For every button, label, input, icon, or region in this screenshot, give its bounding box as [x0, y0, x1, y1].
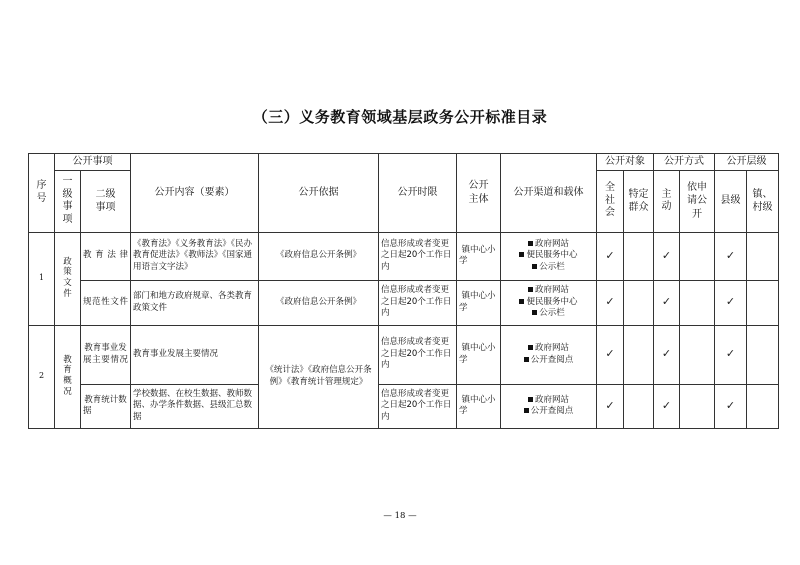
square-bullet-icon	[528, 345, 533, 350]
channel-item: 政府网站	[503, 395, 594, 406]
channel-cell	[501, 325, 597, 384]
header-target-specific: 特定群众	[624, 170, 654, 232]
header-basis: 公开依据	[259, 154, 379, 233]
table-row	[29, 280, 779, 325]
empty-cell	[680, 280, 715, 325]
check-target-all: ✓	[597, 232, 624, 280]
check-target-all: ✓	[597, 325, 624, 384]
header-level2: 二级事项	[81, 170, 131, 232]
level1-cell: 教育概况	[55, 325, 81, 428]
empty-cell	[624, 280, 654, 325]
check-method-active: ✓	[654, 280, 680, 325]
check-target-all: ✓	[597, 384, 624, 428]
empty-cell	[680, 384, 715, 428]
subject-cell: 镇中心小学	[457, 384, 501, 428]
empty-cell	[680, 325, 715, 384]
channel-item: 政府网站	[503, 343, 594, 354]
basis-cell: 《政府信息公开条例》	[259, 232, 379, 280]
channel-cell	[501, 384, 597, 428]
channel-item: 公示栏	[503, 308, 594, 319]
empty-cell	[624, 325, 654, 384]
header-method: 公开方式	[654, 154, 715, 171]
header-time-limit: 公开时限	[379, 154, 457, 233]
empty-cell	[624, 384, 654, 428]
level2-cell: 教育事业发展主要情况	[81, 325, 131, 384]
channel-cell	[501, 232, 597, 280]
content-cell: 《教育法》《义务教育法》《民办教育促进法》《教师法》《国家通用语言文字法》	[131, 232, 259, 280]
check-method-active: ✓	[654, 384, 680, 428]
check-method-active: ✓	[654, 325, 680, 384]
time-limit-cell: 信息形成或者变更之日起20个工作日内	[379, 384, 457, 428]
channel-cell	[501, 280, 597, 325]
square-bullet-icon	[519, 299, 524, 304]
seq-cell: 2	[29, 325, 55, 428]
channel-item: 便民服务中心	[503, 297, 594, 308]
check-level-county: ✓	[715, 280, 747, 325]
header-method-active: 主动	[654, 170, 680, 232]
empty-cell	[747, 280, 779, 325]
square-bullet-icon	[528, 287, 533, 292]
square-bullet-icon	[524, 408, 529, 413]
channel-item: 公示栏	[503, 262, 594, 273]
time-limit-cell: 信息形成或者变更之日起20个工作日内	[379, 280, 457, 325]
content-cell: 部门和地方政府规章、各类教育政策文件	[131, 280, 259, 325]
time-limit-cell: 信息形成或者变更之日起20个工作日内	[379, 325, 457, 384]
empty-cell	[747, 384, 779, 428]
header-content: 公开内容（要素）	[131, 154, 259, 233]
basis-cell: 《统计法》《政府信息公开条例》《教育统计管理规定》	[259, 325, 379, 428]
header-channel: 公开渠道和载体	[501, 154, 597, 233]
channel-item: 公开查阅点	[503, 406, 594, 417]
header-seq: 序号	[29, 154, 55, 233]
check-level-county: ✓	[715, 384, 747, 428]
table-row	[29, 384, 779, 428]
check-method-active: ✓	[654, 232, 680, 280]
header-level-town: 镇、村级	[747, 170, 779, 232]
subject-cell: 镇中心小学	[457, 232, 501, 280]
channel-item: 政府网站	[503, 239, 594, 250]
square-bullet-icon	[532, 264, 537, 269]
page-title: （三）义务教育领域基层政务公开标准目录	[252, 108, 548, 126]
check-target-all: ✓	[597, 280, 624, 325]
level2-cell: 规范性文件	[81, 280, 131, 325]
channel-item: 政府网站	[503, 285, 594, 296]
square-bullet-icon	[528, 397, 533, 402]
square-bullet-icon	[524, 357, 529, 362]
header-level1: 一级事项	[55, 170, 81, 232]
check-level-county: ✓	[715, 232, 747, 280]
empty-cell	[680, 232, 715, 280]
empty-cell	[747, 232, 779, 280]
header-row-1	[29, 154, 779, 171]
square-bullet-icon	[519, 252, 524, 257]
table-row	[29, 325, 779, 384]
level1-cell: 政策文件	[55, 232, 81, 325]
channel-item: 公开查阅点	[503, 355, 594, 366]
square-bullet-icon	[528, 241, 533, 246]
empty-cell	[747, 325, 779, 384]
disclosure-standard-table	[28, 153, 779, 429]
check-level-county: ✓	[715, 325, 747, 384]
content-cell: 学校数据、在校生数据、教师数据、办学条件数据、县级汇总数据	[131, 384, 259, 428]
channel-item: 便民服务中心	[503, 250, 594, 261]
content-cell: 教育事业发展主要情况	[131, 325, 259, 384]
header-target: 公开对象	[597, 154, 654, 171]
header-level-county: 县级	[715, 170, 747, 232]
time-limit-cell: 信息形成或者变更之日起20个工作日内	[379, 232, 457, 280]
seq-cell: 1	[29, 232, 55, 325]
level2-cell: 教育法律	[81, 232, 131, 280]
level2-cell: 教育统计数据	[81, 384, 131, 428]
header-method-apply: 依申请公开	[680, 170, 715, 232]
table-row	[29, 232, 779, 280]
header-target-all: 全社会	[597, 170, 624, 232]
square-bullet-icon	[532, 310, 537, 315]
header-public-items: 公开事项	[55, 154, 131, 171]
basis-cell: 《政府信息公开条例》	[259, 280, 379, 325]
page-number: — 18 —	[383, 511, 417, 521]
empty-cell	[624, 232, 654, 280]
header-level: 公开层级	[715, 154, 779, 171]
subject-cell: 镇中心小学	[457, 325, 501, 384]
subject-cell: 镇中心小学	[457, 280, 501, 325]
header-subject: 公开主体	[457, 154, 501, 233]
